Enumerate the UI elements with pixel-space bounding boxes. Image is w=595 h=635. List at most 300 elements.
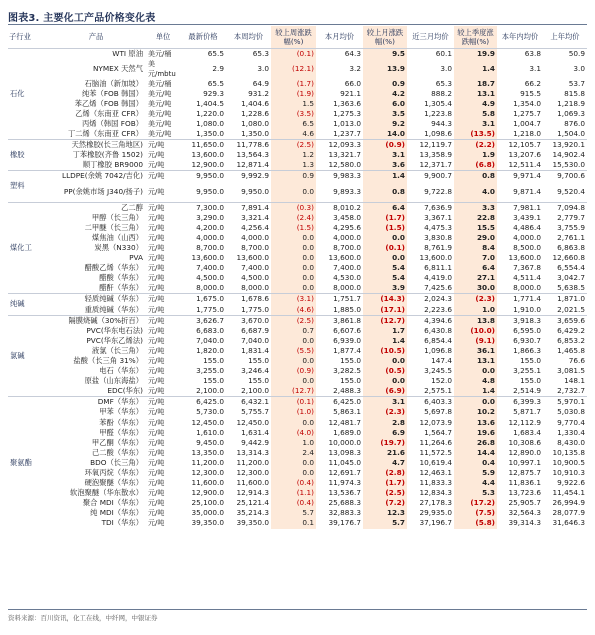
value-cell: 11,045.0 xyxy=(328,457,361,467)
table-row xyxy=(8,213,587,223)
value-cell: 6,595.0 xyxy=(513,325,541,335)
value-cell: 6,430.8 xyxy=(424,325,452,335)
value-cell: (0.1) xyxy=(363,243,407,253)
value-cell: 29,935.0 xyxy=(419,508,452,518)
value-cell: 12,875.7 xyxy=(508,468,541,478)
product-cell: 硬泡聚醚（华东） xyxy=(84,478,143,488)
product-cell: 聚合 MDI（华东） xyxy=(82,498,143,508)
value-cell: 5,970.1 xyxy=(543,397,587,408)
unit-cell: 美元/桶 xyxy=(146,48,180,59)
value-cell: 0.1 xyxy=(271,518,316,528)
value-cell: 0.0 xyxy=(271,182,316,203)
value-cell: (1.9) xyxy=(271,89,316,99)
table-row xyxy=(8,202,587,213)
value-cell: 9,922.6 xyxy=(557,478,585,488)
unit-cell: 元/吨 xyxy=(146,397,180,408)
value-cell: 12,900.0 xyxy=(191,160,224,170)
value-cell: 1,820.0 xyxy=(196,345,224,355)
value-cell: 1,218.9 xyxy=(557,98,585,108)
value-cell: 14.0 xyxy=(363,129,407,140)
value-cell: 3.3 xyxy=(454,202,497,213)
value-cell: 6,853.2 xyxy=(557,335,585,345)
value-cell: 25,100.0 xyxy=(191,498,224,508)
value-cell: 5,863.1 xyxy=(333,407,361,417)
value-cell: 1,218.0 xyxy=(513,129,541,139)
value-cell: 3,245.5 xyxy=(424,366,452,376)
value-cell: 4.2 xyxy=(363,89,407,99)
value-cell: 9,700.6 xyxy=(543,171,587,182)
value-cell: 5,755.7 xyxy=(241,407,269,417)
table-row xyxy=(8,366,587,376)
product-cell: WTI 原油 xyxy=(46,48,146,59)
value-cell: 4.6 xyxy=(271,129,316,140)
value-cell: 12,871.4 xyxy=(236,160,269,170)
value-cell: 6,432.1 xyxy=(226,397,271,408)
value-cell: (13.5) xyxy=(454,129,497,140)
category-cell: 纯碱 xyxy=(8,294,46,315)
header-cell: 本周均价 xyxy=(233,32,264,42)
value-cell: 4,500.0 xyxy=(196,273,224,283)
price-table xyxy=(8,26,587,529)
value-cell: 5,730.0 xyxy=(196,407,224,417)
value-cell: 12,371.7 xyxy=(419,160,452,170)
value-cell: 9,722.8 xyxy=(424,186,452,196)
value-cell: 35,214.3 xyxy=(236,508,269,518)
value-cell: 147.4 xyxy=(431,355,452,365)
table-row xyxy=(8,346,587,356)
value-cell: (1.7) xyxy=(363,478,407,488)
value-cell: 10,308.6 xyxy=(508,437,541,447)
value-cell: 1.2 xyxy=(271,150,316,160)
value-cell: 4,475.3 xyxy=(424,222,452,232)
value-cell: 1,404.6 xyxy=(241,98,269,108)
value-cell: 12,834.3 xyxy=(419,488,452,498)
value-cell: 5.7 xyxy=(271,508,316,518)
value-cell: 1,098.6 xyxy=(424,129,452,139)
value-cell: 2,100.0 xyxy=(241,386,269,396)
value-cell: 12,481.7 xyxy=(328,417,361,427)
value-cell: (6.9) xyxy=(363,386,407,397)
value-cell: 1,564.7 xyxy=(424,427,452,437)
unit-cell: 元/吨 xyxy=(148,305,165,314)
unit-cell: 元/吨 xyxy=(148,489,165,498)
header-cell: 较上月涨跌幅(%) xyxy=(363,26,407,48)
table-row xyxy=(8,478,587,488)
unit-cell: 美元/mbtu xyxy=(148,59,176,78)
value-cell: 1.5 xyxy=(271,99,316,109)
product-cell: NYMEX 天然气 xyxy=(92,63,143,73)
value-cell: 5.3 xyxy=(454,488,497,498)
value-cell: 3,367.1 xyxy=(424,212,452,222)
value-cell: 3,830.8 xyxy=(424,232,452,242)
value-cell: 1,220.0 xyxy=(196,108,224,118)
value-cell: 7,400.0 xyxy=(333,263,361,273)
value-cell: 7,400.0 xyxy=(196,263,224,273)
value-cell: 3,439.1 xyxy=(513,212,541,222)
value-cell: (12.7) xyxy=(363,315,407,326)
value-cell: 19.6 xyxy=(454,428,497,438)
value-cell: (3.5) xyxy=(271,109,316,119)
value-cell: 12,580.0 xyxy=(328,160,361,170)
value-cell: 4.0 xyxy=(454,182,497,203)
value-cell: 25,121.4 xyxy=(236,498,269,508)
value-cell: 4.9 xyxy=(454,99,497,109)
table-row xyxy=(8,488,587,498)
value-cell: 0.0 xyxy=(271,283,316,294)
value-cell: 6,399.3 xyxy=(497,397,543,408)
unit-cell: 元/吨 xyxy=(148,479,165,488)
value-cell: 6.5 xyxy=(271,119,316,129)
header-row xyxy=(8,26,587,48)
table-row xyxy=(8,397,587,408)
value-cell: 1,228.6 xyxy=(241,108,269,118)
value-cell: 4,000.0 xyxy=(333,232,361,242)
product-cell: 醋酸乙烯（华东） xyxy=(84,263,143,273)
value-cell: 1,831.4 xyxy=(241,345,269,355)
value-cell: 30.0 xyxy=(454,283,497,294)
value-cell: 3,081.5 xyxy=(557,366,585,376)
value-cell: 8,010.2 xyxy=(316,202,363,213)
unit-cell: 元/吨 xyxy=(148,458,165,467)
product-cell: 苯乙烯（FOB 韩国） xyxy=(74,98,143,108)
value-cell: 5.4 xyxy=(363,263,407,273)
value-cell: (1.7) xyxy=(271,79,316,89)
value-cell: 13.6 xyxy=(454,418,497,428)
value-cell: (0.4) xyxy=(271,478,316,488)
value-cell: 9,893.3 xyxy=(333,186,361,196)
product-cell: 醋酐（华东） xyxy=(99,283,143,293)
unit-cell: 元/吨 xyxy=(146,140,180,151)
unit-cell: 元/吨 xyxy=(148,519,165,528)
value-cell: 9,950.0 xyxy=(180,171,226,182)
value-cell: 13,314.3 xyxy=(236,447,269,457)
value-cell: 921.1 xyxy=(340,88,361,98)
value-cell: 3,918.3 xyxy=(497,315,543,326)
value-cell: 7,425.6 xyxy=(424,283,452,293)
value-cell: 6,425.0 xyxy=(316,397,363,408)
value-cell: (2.3) xyxy=(454,294,497,305)
value-cell: 13,536.7 xyxy=(328,488,361,498)
value-cell: 6,425.0 xyxy=(180,397,226,408)
value-cell: 13,920.1 xyxy=(543,140,587,151)
value-cell: (5.5) xyxy=(271,346,316,356)
product-cell: 纯苯（FOB 韩国） xyxy=(81,88,143,98)
value-cell: 10,997.1 xyxy=(508,457,541,467)
product-cell: PVC(华东电石法) xyxy=(86,325,143,335)
value-cell: 6,687.9 xyxy=(241,325,269,335)
value-cell: 9,450.0 xyxy=(196,437,224,447)
value-cell: 1.4 xyxy=(454,386,497,397)
value-cell: 53.7 xyxy=(568,78,585,88)
value-cell: 929.3 xyxy=(203,88,224,98)
value-cell: 63.8 xyxy=(497,48,543,59)
value-cell: 3,861.8 xyxy=(316,315,363,326)
unit-cell: 元/吨 xyxy=(148,418,165,427)
unit-cell: 元/吨 xyxy=(148,264,165,273)
table-row xyxy=(8,263,587,273)
value-cell: 4.4 xyxy=(454,478,497,488)
table-row xyxy=(8,386,587,397)
value-cell: (1.5) xyxy=(271,223,316,233)
value-cell: 6,863.8 xyxy=(557,242,585,252)
value-cell: 11,836.1 xyxy=(508,478,541,488)
table-row xyxy=(8,171,587,182)
value-cell: 931.2 xyxy=(248,88,269,98)
value-cell: 0.4 xyxy=(454,458,497,468)
unit-cell: 美元/吨 xyxy=(148,99,172,108)
value-cell: 5,871.7 xyxy=(513,407,541,417)
product-cell: 炭黑（N330） xyxy=(94,242,143,252)
unit-cell: 美元/吨 xyxy=(148,89,172,98)
value-cell: 10,910.3 xyxy=(552,468,585,478)
product-cell: 电石（华东） xyxy=(99,366,143,376)
value-cell: 13,321.7 xyxy=(328,150,361,160)
value-cell: 25,905.7 xyxy=(508,498,541,508)
value-cell: 9,442.9 xyxy=(241,437,269,447)
table-row xyxy=(8,59,587,79)
value-cell: 815.8 xyxy=(564,88,585,98)
value-cell: (0.9) xyxy=(363,140,407,151)
value-cell: 876.0 xyxy=(564,119,585,129)
value-cell: 6.4 xyxy=(454,263,497,273)
value-cell: 50.9 xyxy=(543,48,587,59)
table-row xyxy=(8,336,587,346)
value-cell: 19.9 xyxy=(454,48,497,59)
value-cell: 4,000.0 xyxy=(196,232,224,242)
value-cell: 11,600.0 xyxy=(191,478,224,488)
table-row xyxy=(8,223,587,233)
value-cell: 25,688.3 xyxy=(328,498,361,508)
value-cell: 7,400.0 xyxy=(241,263,269,273)
product-cell: 液氯（长三角） xyxy=(91,345,143,355)
value-cell: 11,200.0 xyxy=(191,457,224,467)
value-cell: 3,321.4 xyxy=(241,212,269,222)
value-cell: 155.0 xyxy=(520,376,541,386)
value-cell: 3,042.7 xyxy=(557,273,585,283)
table-row xyxy=(8,253,587,263)
value-cell: 4,486.4 xyxy=(513,222,541,232)
product-cell: 原盐（山东海盐） xyxy=(84,376,143,386)
product-cell: PVC(华东乙烯法) xyxy=(86,335,143,345)
value-cell: 8,000.0 xyxy=(196,283,224,293)
value-cell: 1,866.3 xyxy=(513,345,541,355)
value-cell: 155.0 xyxy=(248,355,269,365)
table-row xyxy=(8,129,587,140)
value-cell: 64.3 xyxy=(316,48,363,59)
header-cell: 上年均价 xyxy=(550,32,580,42)
value-cell: 1,775.0 xyxy=(196,304,224,314)
value-cell: 5.7 xyxy=(363,518,407,528)
product-cell: 甲苯（华东） xyxy=(99,407,143,417)
product-cell: DMF（华东） xyxy=(46,397,146,408)
unit-cell: 元/吨 xyxy=(146,202,180,213)
value-cell: 0.0 xyxy=(271,233,316,243)
unit-cell: 元/吨 xyxy=(148,438,165,447)
value-cell: (0.9) xyxy=(271,366,316,376)
value-cell: 1,678.6 xyxy=(226,294,271,305)
unit-cell: 元/吨 xyxy=(148,408,165,417)
value-cell: 32,883.3 xyxy=(328,508,361,518)
value-cell: 10,900.5 xyxy=(552,457,585,467)
value-cell: 155.0 xyxy=(203,376,224,386)
value-cell: 3,458.0 xyxy=(333,212,361,222)
value-cell: (2.4) xyxy=(271,213,316,223)
value-cell: 7,636.9 xyxy=(407,202,454,213)
value-cell: 9.2 xyxy=(363,119,407,129)
value-cell: 4,200.0 xyxy=(196,222,224,232)
value-cell: 3.0 xyxy=(257,63,269,73)
value-cell: (17.2) xyxy=(454,498,497,508)
value-cell: 12,300.0 xyxy=(191,468,224,478)
table-row xyxy=(8,356,587,366)
value-cell: 10,000.0 xyxy=(328,437,361,447)
header-cell: 单位 xyxy=(155,32,171,42)
table-row xyxy=(8,140,587,151)
value-cell: 2,223.6 xyxy=(424,304,452,314)
value-cell: 1.9 xyxy=(454,150,497,160)
unit-cell: 元/吨 xyxy=(148,284,165,293)
product-cell: 二甲醚（长三角） xyxy=(84,222,143,232)
value-cell: 0.0 xyxy=(271,253,316,263)
value-cell: 11,600.0 xyxy=(236,478,269,488)
value-cell: 11,572.5 xyxy=(419,447,452,457)
value-cell: 1,354.0 xyxy=(513,98,541,108)
product-cell: 软泡聚醚（华东散水） xyxy=(70,488,143,498)
value-cell: 1,080.0 xyxy=(196,119,224,129)
product-cell: 纯 MDI（华东） xyxy=(90,508,143,518)
value-cell: 6,683.0 xyxy=(196,325,224,335)
value-cell: 12,450.0 xyxy=(236,417,269,427)
product-cell: 丙烯（韩国 FOB） xyxy=(81,119,143,129)
value-cell: 155.0 xyxy=(340,355,361,365)
value-cell: 0.0 xyxy=(454,397,497,408)
value-cell: 1,080.0 xyxy=(241,119,269,129)
value-cell: 4.7 xyxy=(363,458,407,468)
value-cell: 944.3 xyxy=(431,119,452,129)
value-cell: 4,256.4 xyxy=(241,222,269,232)
value-cell: 1,275.7 xyxy=(513,108,541,118)
unit-cell: 元/吨 xyxy=(148,387,165,396)
value-cell: 10,619.4 xyxy=(419,457,452,467)
value-cell: 0.9 xyxy=(271,171,316,182)
unit-cell: 元/吨 xyxy=(148,274,165,283)
value-cell: 0.0 xyxy=(271,243,316,253)
value-cell: 3.6 xyxy=(363,160,407,171)
unit-cell: 元/吨 xyxy=(148,187,165,196)
unit-cell: 元/吨 xyxy=(148,469,165,478)
value-cell: 3,255.0 xyxy=(196,366,224,376)
value-cell: 1,771.4 xyxy=(497,294,543,305)
value-cell: 14,902.4 xyxy=(552,150,585,160)
value-cell: 31,646.3 xyxy=(552,518,585,528)
unit-cell: 元/吨 xyxy=(148,243,165,252)
value-cell: 4,000.0 xyxy=(241,232,269,242)
value-cell: 9,770.4 xyxy=(557,417,585,427)
value-cell: (12.1) xyxy=(271,59,316,79)
value-cell: 12,119.7 xyxy=(407,140,454,151)
value-cell: 12,112.9 xyxy=(508,417,541,427)
value-cell: (7.2) xyxy=(363,498,407,508)
value-cell: 0.0 xyxy=(271,273,316,283)
value-cell: 29.0 xyxy=(454,233,497,243)
value-cell: 8,761.9 xyxy=(424,242,452,252)
table-row xyxy=(8,468,587,478)
value-cell: 4,394.6 xyxy=(407,315,454,326)
value-cell: (14.3) xyxy=(363,294,407,305)
value-cell: 0.0 xyxy=(271,468,316,478)
value-cell: 39,314.3 xyxy=(508,518,541,528)
product-cell: 丁苯橡胶(齐鲁 1502) xyxy=(72,150,143,160)
value-cell: 148.1 xyxy=(564,376,585,386)
unit-cell: 美元/吨 xyxy=(148,130,172,139)
value-cell: (0.4) xyxy=(271,498,316,508)
unit-cell: 元/吨 xyxy=(148,356,165,365)
value-cell: 8,700.0 xyxy=(241,242,269,252)
value-cell: 0.8 xyxy=(454,171,497,182)
value-cell: 8,500.0 xyxy=(513,242,541,252)
value-cell: 7,094.8 xyxy=(543,202,587,213)
value-cell: 0.0 xyxy=(271,458,316,468)
table-row xyxy=(8,407,587,417)
unit-cell: 美元/桶 xyxy=(148,79,172,88)
value-cell: (10.0) xyxy=(454,326,497,336)
value-cell: 12,660.8 xyxy=(552,253,585,263)
header-cell: 本月均价 xyxy=(324,32,355,42)
value-cell: 888.2 xyxy=(431,88,452,98)
value-cell: 2,575.1 xyxy=(424,386,452,396)
table-row xyxy=(8,243,587,253)
value-cell: 39,350.0 xyxy=(191,518,224,528)
value-cell: 12,691.7 xyxy=(328,468,361,478)
unit-cell: 元/吨 xyxy=(146,171,180,182)
product-cell: 轻质纯碱（华东） xyxy=(46,294,146,305)
table-row xyxy=(8,448,587,458)
unit-cell: 元/吨 xyxy=(148,223,165,232)
value-cell: (2.3) xyxy=(363,407,407,417)
product-cell: 醋酸（华东） xyxy=(99,273,143,283)
value-cell: 1.3 xyxy=(271,160,316,171)
value-cell: 1,096.8 xyxy=(424,345,452,355)
value-cell: 5,638.5 xyxy=(557,283,585,293)
value-cell: 1,871.0 xyxy=(543,294,587,305)
value-cell: 3.0 xyxy=(440,63,452,73)
value-cell: 1,223.8 xyxy=(424,108,452,118)
product-cell: 甲乙酮（华东） xyxy=(91,437,143,447)
value-cell: 1,004.7 xyxy=(513,119,541,129)
value-cell: 35,000.0 xyxy=(191,508,224,518)
table-row xyxy=(8,294,587,305)
value-cell: 13,098.3 xyxy=(328,447,361,457)
table-row xyxy=(8,273,587,283)
value-cell: 6,811.1 xyxy=(424,263,452,273)
category-cell: 塑料 xyxy=(8,171,46,202)
value-cell: 13.9 xyxy=(363,59,407,79)
value-cell: 12,890.0 xyxy=(508,447,541,457)
value-cell: 4,500.0 xyxy=(241,273,269,283)
value-cell: (10.5) xyxy=(363,346,407,356)
value-cell: 1,350.0 xyxy=(241,129,269,139)
product-cell: 环氧丙烷（华东） xyxy=(84,468,143,478)
value-cell: 39,176.7 xyxy=(328,518,361,528)
value-cell: 155.0 xyxy=(340,376,361,386)
value-cell: 12,105.7 xyxy=(497,140,543,151)
unit-cell: 元/吨 xyxy=(148,161,165,170)
value-cell: (1.1) xyxy=(271,488,316,498)
value-cell: 1.0 xyxy=(454,304,497,315)
value-cell: 13,358.9 xyxy=(419,150,452,160)
value-cell: 0.0 xyxy=(363,356,407,366)
table-title: 图表3. 主要化工产品价格变化表 xyxy=(8,13,156,24)
